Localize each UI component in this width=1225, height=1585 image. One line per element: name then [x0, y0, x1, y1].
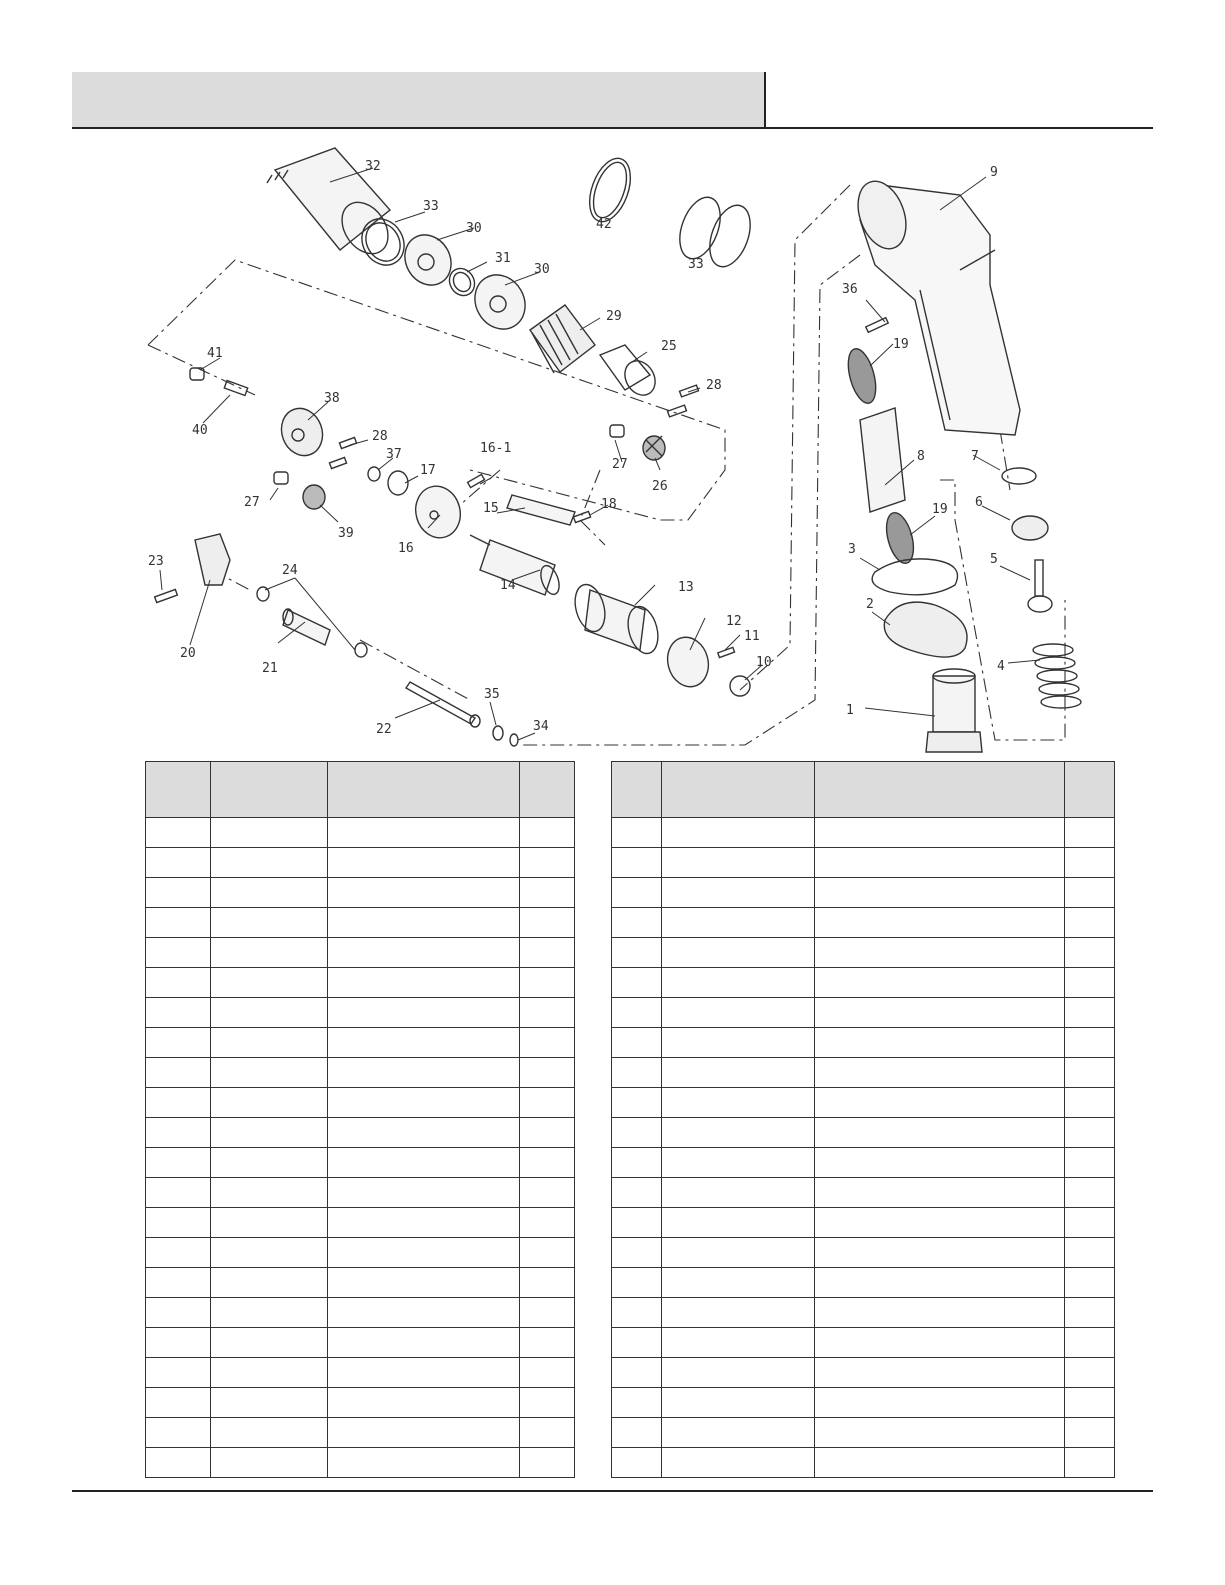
part-20-trigger — [195, 534, 230, 585]
part-23-pin — [155, 589, 178, 602]
callout-17: 17 — [420, 463, 436, 478]
callout-18: 18 — [601, 497, 617, 512]
callout-22: 22 — [376, 722, 392, 737]
callout-34: 34 — [533, 719, 549, 734]
callout-2: 2 — [866, 597, 874, 612]
part-5-valve — [1028, 560, 1052, 612]
callout-37: 37 — [386, 447, 402, 462]
part-8-insert — [860, 408, 905, 512]
callout-28-lower: 28 — [372, 429, 388, 444]
table-row — [612, 1148, 1115, 1178]
callout-7: 7 — [971, 449, 979, 464]
callout-38: 38 — [324, 391, 340, 406]
callout-19-lower: 19 — [932, 502, 948, 517]
table-row — [146, 1058, 575, 1088]
callout-41: 41 — [207, 346, 223, 361]
callout-30-front: 30 — [466, 221, 482, 236]
table-row — [146, 938, 575, 968]
part-4-spring — [1033, 644, 1081, 708]
part-36-pin — [866, 318, 888, 333]
callout-8: 8 — [917, 449, 925, 464]
part-27-bearing-lower — [274, 472, 288, 484]
callout-10: 10 — [756, 655, 772, 670]
table-row — [146, 1088, 575, 1118]
table-row — [612, 998, 1115, 1028]
callout-13: 13 — [678, 580, 694, 595]
callout-9: 9 — [990, 165, 998, 180]
part-30-bearing-rear — [465, 266, 535, 338]
header-title-band — [72, 72, 764, 128]
callout-16: 16 — [398, 541, 414, 556]
parts-table-left — [145, 761, 575, 1478]
table-row — [612, 938, 1115, 968]
part-19-filter-lower — [882, 510, 919, 566]
part-25-carrier — [600, 345, 661, 401]
table-row — [612, 1058, 1115, 1088]
table-row — [146, 1208, 575, 1238]
table-row — [146, 1298, 575, 1328]
table-row — [612, 878, 1115, 908]
part-21-valve-bushing — [283, 609, 330, 645]
exploded-parts-diagram — [0, 130, 1225, 760]
part-16-end-plate — [410, 481, 466, 543]
table-row — [146, 968, 575, 998]
callout-30-rear: 30 — [534, 262, 550, 277]
callout-5: 5 — [990, 552, 998, 567]
callout-26: 26 — [652, 479, 668, 494]
part-18-pin — [573, 511, 590, 522]
callout-40: 40 — [192, 423, 208, 438]
parts-table-right — [611, 761, 1115, 1478]
part-34-ring — [510, 734, 518, 746]
table-row — [612, 818, 1115, 848]
table-row — [146, 1178, 575, 1208]
table-row — [146, 1418, 575, 1448]
callout-32: 32 — [365, 159, 381, 174]
callout-1: 1 — [846, 703, 854, 718]
part-19-filter-upper — [843, 346, 881, 406]
callout-35: 35 — [484, 687, 500, 702]
table-row — [612, 848, 1115, 878]
table-row — [612, 908, 1115, 938]
table-row — [146, 1388, 575, 1418]
callout-4: 4 — [997, 659, 1005, 674]
callout-29: 29 — [606, 309, 622, 324]
table-row — [146, 1328, 575, 1358]
part-29-ring-gear — [530, 305, 595, 373]
callout-42: 42 — [596, 217, 612, 232]
table-row — [146, 1268, 575, 1298]
callout-31: 31 — [495, 251, 511, 266]
part-14-rotor — [470, 535, 563, 597]
part-27-bearing-upper — [610, 425, 624, 437]
callout-36: 36 — [842, 282, 858, 297]
part-10-bearing — [730, 676, 750, 696]
part-7-washer — [1002, 468, 1036, 484]
table-row — [146, 818, 575, 848]
table-header-row — [612, 762, 1115, 818]
table-row — [612, 968, 1115, 998]
part-1-air-inlet — [926, 669, 982, 752]
callout-39: 39 — [338, 526, 354, 541]
callout-16-1: 16-1 — [480, 441, 512, 456]
table-row — [146, 878, 575, 908]
part-38-carrier — [275, 403, 329, 462]
part-35-oring — [493, 726, 503, 740]
table-row — [612, 1388, 1115, 1418]
callout-27-upper: 27 — [612, 457, 628, 472]
callout-15: 15 — [483, 501, 499, 516]
callout-20: 20 — [180, 646, 196, 661]
part-24-oring-b — [355, 643, 367, 657]
table-row — [146, 1448, 575, 1478]
callout-14: 14 — [500, 578, 516, 593]
table-row — [612, 1208, 1115, 1238]
part-6-bushing — [1012, 516, 1048, 540]
table-row — [612, 1268, 1115, 1298]
table-header-row — [146, 762, 575, 818]
part-22-valve-stem — [406, 682, 480, 727]
part-33-oring-pair — [672, 192, 728, 264]
part-2-base-plate — [884, 602, 967, 657]
table-row — [146, 1118, 575, 1148]
table-row — [612, 1298, 1115, 1328]
header-divider — [764, 72, 766, 128]
table-row — [612, 1238, 1115, 1268]
table-row — [146, 908, 575, 938]
table-row — [612, 1358, 1115, 1388]
callout-33-left: 33 — [423, 199, 439, 214]
part-16-1-pin — [468, 474, 485, 487]
part-39-planet-gear — [303, 485, 325, 509]
part-13-cylinder — [570, 581, 662, 657]
table-row — [612, 1328, 1115, 1358]
callout-3: 3 — [848, 542, 856, 557]
table-row — [612, 1118, 1115, 1148]
part-12-end-plate — [662, 633, 714, 692]
table-row — [146, 1238, 575, 1268]
part-15-vane — [507, 495, 575, 525]
callout-12: 12 — [726, 614, 742, 629]
callout-27-lower: 27 — [244, 495, 260, 510]
callout-33-right: 33 — [688, 257, 704, 272]
part-28-pins-lower — [329, 437, 356, 468]
callout-24: 24 — [282, 563, 298, 578]
table-row — [146, 1028, 575, 1058]
callout-6: 6 — [975, 495, 983, 510]
callout-23: 23 — [148, 554, 164, 569]
callout-25: 25 — [661, 339, 677, 354]
table-row — [612, 1418, 1115, 1448]
table-row — [612, 1088, 1115, 1118]
callout-11: 11 — [744, 629, 760, 644]
callout-28-upper: 28 — [706, 378, 722, 393]
callout-21: 21 — [262, 661, 278, 676]
table-row — [146, 1358, 575, 1388]
footer-rule — [72, 1490, 1153, 1492]
table-row — [612, 1448, 1115, 1478]
header-rule — [72, 127, 1153, 129]
part-26-planet-gear — [643, 436, 665, 460]
table-row — [146, 1148, 575, 1178]
table-row — [612, 1178, 1115, 1208]
table-row — [612, 1028, 1115, 1058]
part-37-oring — [368, 467, 380, 481]
callout-19-upper: 19 — [893, 337, 909, 352]
table-row — [146, 998, 575, 1028]
part-3-gasket — [872, 559, 957, 595]
table-row — [146, 848, 575, 878]
